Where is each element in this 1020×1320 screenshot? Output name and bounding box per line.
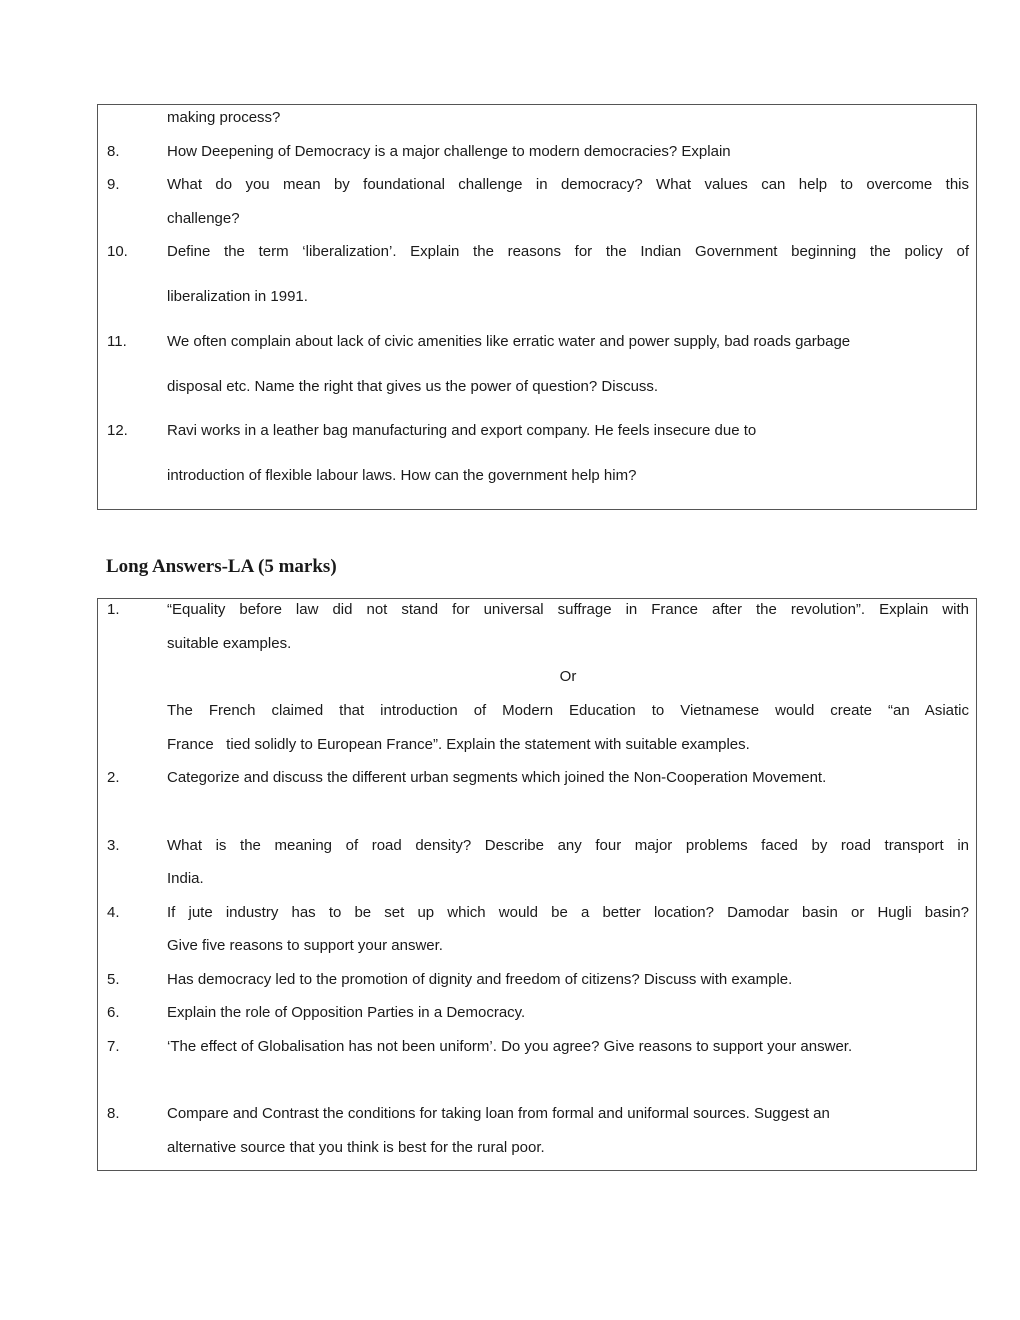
question-text: Categorize and discuss the different urban segments which joined the Non-Cooperation Movement. <box>167 769 827 786</box>
questions-box-long-answers <box>97 598 977 1171</box>
question-text: suitable examples. <box>167 635 292 652</box>
question-number: 9. <box>107 176 120 193</box>
question-text: The French claimed that introduction of Modern Education to Vietnamese would create “an Asiatic <box>167 702 969 719</box>
question-text: liberalization in 1991. <box>167 288 308 305</box>
or-text: Or <box>559 668 577 685</box>
question-text: ‘The effect of Globalisation has not been uniform’. Do you agree? Give reasons to support your answer. <box>167 1038 853 1055</box>
question-number: 11. <box>107 333 127 350</box>
question-number: 10. <box>107 243 128 260</box>
question-text: Explain the role of Opposition Parties in a Democracy. <box>167 1004 526 1021</box>
question-number: 1. <box>107 601 120 618</box>
question-text: challenge? <box>167 210 240 227</box>
question-text: How Deepening of Democracy is a major challenge to modern democracies? Explain <box>167 143 731 160</box>
question-text: Has democracy led to the promotion of dignity and freedom of citizens? Discuss with example. <box>167 971 793 988</box>
question-text: disposal etc. Name the right that gives us the power of question? Discuss. <box>167 378 659 395</box>
question-number: 3. <box>107 837 120 854</box>
question-text: What do you mean by foundational challenge in democracy? What values can help to overcome this <box>167 176 969 193</box>
question-text: Give five reasons to support your answer. <box>167 937 443 954</box>
question-number: 12. <box>107 422 128 439</box>
section-heading: Long Answers-LA (5 marks) <box>106 556 337 577</box>
question-number: 4. <box>107 904 120 921</box>
question-text: making process? <box>167 109 281 126</box>
question-text: We often complain about lack of civic amenities like erratic water and power supply, bad roads garbage <box>167 333 851 350</box>
question-number: 8. <box>107 1105 120 1122</box>
question-number: 7. <box>107 1038 120 1055</box>
question-text: India. <box>167 870 204 887</box>
question-text: Define the term ‘liberalization’. Explain the reasons for the Indian Government beginning the policy of <box>167 243 969 260</box>
question-number: 5. <box>107 971 120 988</box>
question-text: Compare and Contrast the conditions for taking loan from formal and uniformal sources. Suggest an <box>167 1105 830 1122</box>
question-number: 2. <box>107 769 120 786</box>
question-text: If jute industry has to be set up which would be a better location? Damodar basin or Hugli basin? <box>167 904 969 921</box>
questions-box-short-answers <box>97 104 977 510</box>
question-number: 6. <box>107 1004 120 1021</box>
question-text: introduction of flexible labour laws. How can the government help him? <box>167 467 637 484</box>
question-text: alternative source that you think is best for the rural poor. <box>167 1139 545 1156</box>
question-number: 8. <box>107 143 120 160</box>
question-text: France tied solidly to European France”. Explain the statement with suitable examples. <box>167 736 750 753</box>
question-text: “Equality before law did not stand for universal suffrage in France after the revolution”. Explain with <box>167 601 969 618</box>
question-text: What is the meaning of road density? Describe any four major problems faced by road transport in <box>167 837 969 854</box>
question-text: Ravi works in a leather bag manufacturing and export company. He feels insecure due to <box>167 422 757 439</box>
